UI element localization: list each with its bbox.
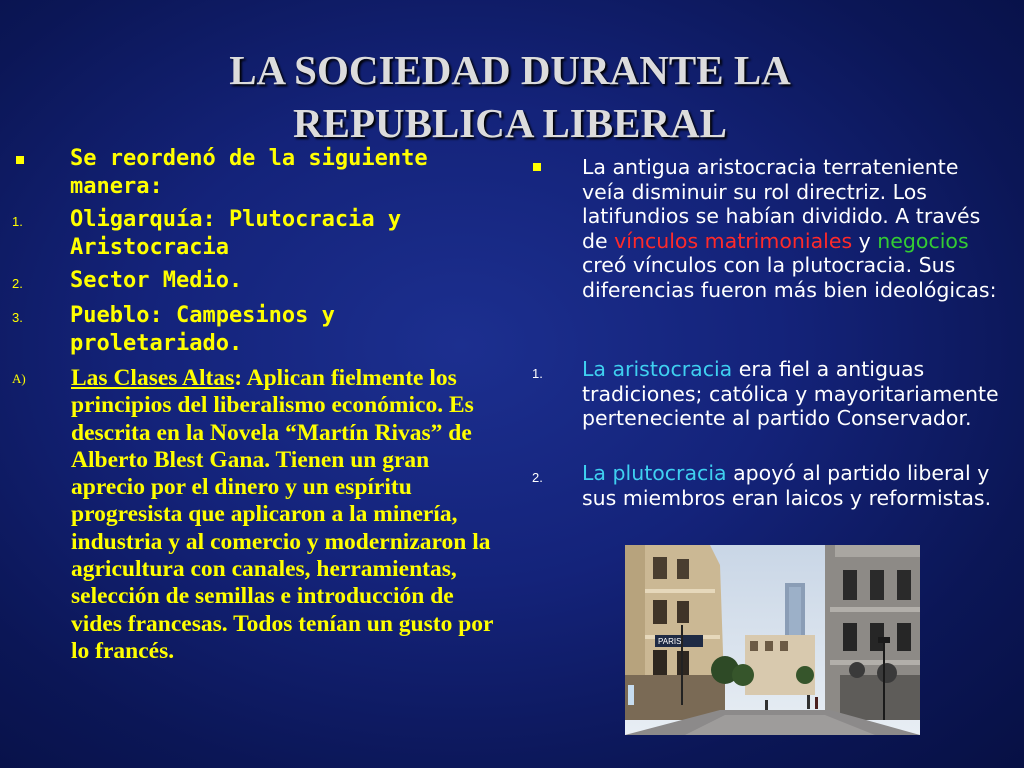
- list-number: 2.: [532, 470, 543, 485]
- list-item-oligarquia: Oligarquía: Plutocracia y Aristocracia: [70, 207, 402, 260]
- negocios-highlight: negocios: [877, 228, 969, 253]
- square-bullet-icon: [16, 156, 24, 164]
- slide-title: [110, 44, 910, 150]
- list-number: 1.: [12, 214, 23, 229]
- clases-altas-heading: Las Clases Altas: [71, 365, 235, 391]
- aristocracia-item: [582, 357, 1007, 431]
- list-item-sector-medio: Sector Medio.: [70, 268, 243, 293]
- clases-altas-text: : Aplican fielmente los principios del liberalismo económico. Es descrita en la Novela “Martín Rivas” de Alberto Blest Gana. Tienen un gran aprecio por el dinero y un espíritu progresista que aplicaron a la minería, industria y al comercio y modernizaron la agricultura con canales, herramientas, selección de semillas e introducción de vides francesas. Todos tenían un gusto por lo francés.: [71, 365, 494, 664]
- plutocracia-text: apoyó al partido liberal y sus miembros eran laicos y reformistas.: [582, 461, 992, 510]
- list-number: 2.: [12, 276, 23, 291]
- svg-text:PARIS: PARIS: [658, 637, 682, 646]
- clases-altas-paragraph: [71, 365, 503, 665]
- para-text: y: [852, 228, 878, 253]
- aristocracia-text: era fiel a antiguas tradiciones; católica y mayoritariamente perteneciente al partido Conservador.: [582, 357, 999, 430]
- street-photo: [625, 545, 920, 735]
- para-text: creó vínculos con la plutocracia. Sus diferencias fueron más bien ideológicas:: [582, 253, 997, 302]
- title-line-1: LA SOCIEDAD DURANTE LA: [229, 47, 791, 93]
- square-bullet-icon: [533, 163, 541, 171]
- street-photo-illustration: [625, 545, 920, 735]
- title-line-2: REPUBLICA LIBERAL: [292, 100, 728, 146]
- vinculos-highlight: vínculos matrimoniales: [614, 228, 853, 253]
- plutocracia-item: [582, 461, 1007, 510]
- aristocracia-paragraph: [582, 155, 1007, 302]
- sub-marker: A): [12, 371, 26, 386]
- para-text: La antigua aristocracia terrateniente veía disminuir su rol directriz. Los latifundios se habían dividido. A través de: [582, 155, 981, 253]
- list-number: 1.: [532, 366, 543, 381]
- left-intro: Se reordenó de la siguiente manera:: [70, 146, 428, 199]
- list-item-pueblo: Pueblo: Campesinos y proletariado.: [70, 303, 335, 356]
- list-number: 3.: [12, 310, 23, 325]
- plutocracia-highlight: La plutocracia: [582, 461, 727, 485]
- aristocracia-highlight: La aristocracia: [582, 357, 733, 381]
